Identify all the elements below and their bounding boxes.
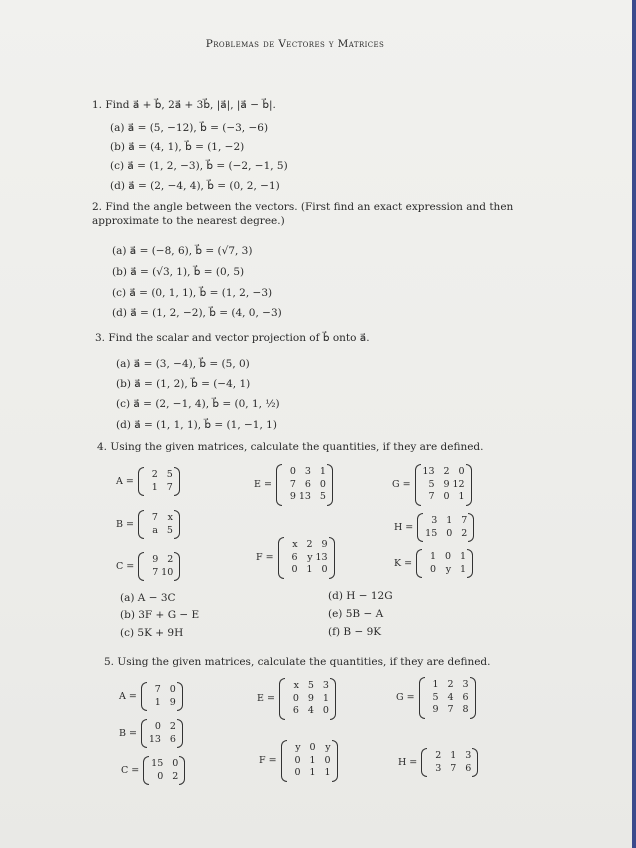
matrix-cell: 7 <box>450 762 457 774</box>
matrix-cell: 0 <box>289 466 296 477</box>
matrix-cell: 0 <box>430 563 437 575</box>
matrix-cell: 4 <box>307 705 314 716</box>
matrix-cell: 9 <box>307 692 314 704</box>
matrix-cell: 3 <box>462 679 469 690</box>
matrix-row <box>144 567 174 580</box>
matrix-name: E = <box>257 693 275 705</box>
matrix-cell: 2 <box>447 679 454 690</box>
page-edge-strip <box>632 0 636 848</box>
matrix-cell: y <box>325 742 331 753</box>
matrix-cell: 0 <box>169 684 176 695</box>
matrix-cell: 9 <box>321 539 328 550</box>
problem-2-prompt <box>92 200 532 228</box>
matrix-cell: 10 <box>161 566 174 578</box>
matrix-body <box>138 552 180 581</box>
matrix-cell: 1 <box>324 767 331 778</box>
matrix-cell: 9 <box>443 478 450 490</box>
matrix-row <box>282 479 327 492</box>
matrix-row <box>144 482 174 495</box>
matrix-cell: 5 <box>428 478 435 490</box>
matrix-cell: 5 <box>166 524 173 536</box>
matrix-cell: 9 <box>432 704 439 715</box>
matrix-4-A <box>116 467 180 496</box>
matrix-cell: 9 <box>169 696 176 708</box>
problem-4-quantity-c: (c) 5K + 9H <box>120 627 184 639</box>
matrix-cell: 9 <box>289 491 296 502</box>
matrix-cell: y <box>445 563 452 575</box>
matrix-cell: 0 <box>322 705 329 716</box>
matrix-cell: 5 <box>432 691 439 703</box>
problem-number: 1. <box>92 99 103 111</box>
matrix-cell: 1 <box>309 767 316 778</box>
problem-4-quantity-f: (f) B − 9K <box>328 626 382 638</box>
problem-4-quantity-d: (d) H − 12G <box>328 590 393 602</box>
matrix-row <box>147 734 177 747</box>
problem-text: Find the angle between the vectors. (First find an exact expression and then approximate to the nearest degree.) <box>92 201 514 227</box>
matrix-cell: 2 <box>435 750 442 761</box>
problem-2-item-d: (d) a⃗ = (1, 2, −2), b⃗ = (4, 0, −3) <box>112 307 282 319</box>
matrix-row <box>149 771 179 784</box>
matrix-cell: x <box>167 512 173 523</box>
matrix-5-B <box>119 719 183 748</box>
problem-2-item-a: (a) a⃗ = (−8, 6), b⃗ = (√7, 3) <box>112 245 253 257</box>
matrix-cell: 1 <box>154 696 161 708</box>
problem-4-quantity-e: (e) 5B − A <box>328 608 384 620</box>
matrix-body <box>421 748 478 777</box>
matrix-cell: 2 <box>172 770 179 782</box>
matrix-cell: 0 <box>291 564 298 575</box>
matrix-row <box>144 469 174 482</box>
matrix-name: F = <box>256 552 274 564</box>
matrix-cell: 1 <box>458 491 465 502</box>
matrix-row <box>147 684 177 697</box>
matrix-cell: x <box>292 539 298 550</box>
matrix-name: F = <box>259 755 277 767</box>
matrix-cell: 6 <box>462 691 469 703</box>
matrix-cell: 2 <box>306 539 313 550</box>
matrix-cell: 5 <box>319 491 326 502</box>
matrix-name: A = <box>119 691 137 702</box>
matrix-cell: 0 <box>309 742 316 753</box>
matrix-cell: 9 <box>152 554 159 565</box>
matrix-cell: y <box>295 742 301 753</box>
matrix-name: G = <box>396 692 415 704</box>
matrix-cell: x <box>293 680 299 691</box>
matrix-name: K = <box>394 558 413 569</box>
problem-2-item-b: (b) a⃗ = (√3, 1), b⃗ = (0, 5) <box>112 266 245 278</box>
matrix-row <box>421 491 466 504</box>
matrix-cell: 0 <box>321 564 328 575</box>
matrix-cell: 3 <box>435 762 442 774</box>
matrix-cell: 1 <box>309 754 316 766</box>
matrix-name: A = <box>116 476 134 487</box>
matrix-row <box>425 704 470 717</box>
matrix-cell: 4 <box>447 691 454 703</box>
matrix-cell: 3 <box>304 466 311 477</box>
problem-4-prompt <box>97 441 483 453</box>
matrix-row <box>285 693 330 706</box>
matrix-cell: 0 <box>443 491 450 502</box>
matrix-body <box>279 678 336 720</box>
matrix-row <box>285 680 330 693</box>
matrix-body <box>138 510 180 539</box>
matrix-cell: 3 <box>465 750 472 761</box>
matrix-cell: 15 <box>425 527 438 539</box>
problem-text: Using the given matrices, calculate the quantities, if they are defined. <box>117 656 491 668</box>
matrix-5-G <box>396 677 476 719</box>
matrix-cell: 13 <box>422 466 435 477</box>
matrix-row <box>282 491 327 504</box>
problem-4-quantity-a: (a) A − 3C <box>120 592 176 604</box>
matrix-row <box>422 551 467 564</box>
problem-3-item-c: (c) a⃗ = (2, −1, 4), b⃗ = (0, 1, ½) <box>116 398 280 410</box>
problem-1-item-c: (c) a⃗ = (1, 2, −3), b⃗ = (−2, −1, 5) <box>110 160 288 172</box>
matrix-row <box>427 763 472 776</box>
matrix-row <box>284 539 329 552</box>
problem-number: 3. <box>95 332 106 344</box>
matrix-cell: 13 <box>298 491 311 502</box>
matrix-cell: 7 <box>461 515 468 526</box>
matrix-4-C <box>116 552 180 581</box>
matrix-cell: 5 <box>166 469 173 480</box>
matrix-5-F <box>259 740 338 782</box>
problem-text: Find a⃗ + b⃗, 2a⃗ + 3b⃗, |a⃗|, |a⃗ − b⃗|. <box>105 99 276 111</box>
matrix-cell: 1 <box>430 551 437 562</box>
matrix-cell: 0 <box>324 754 331 766</box>
matrix-cell: 1 <box>460 551 467 562</box>
matrix-row <box>421 466 466 479</box>
matrix-cell: y <box>307 551 313 563</box>
matrix-cell: 0 <box>458 466 465 477</box>
matrix-cell: 0 <box>154 721 161 732</box>
matrix-cell: 1 <box>446 515 453 526</box>
problem-text: Using the given matrices, calculate the quantities, if they are defined. <box>110 441 484 453</box>
matrix-4-K <box>394 549 473 578</box>
problem-4-quantity-b: (b) 3F + G − E <box>120 609 200 621</box>
matrix-cell: 6 <box>304 478 311 490</box>
matrix-name: B = <box>119 728 137 739</box>
matrix-body <box>419 677 476 719</box>
matrix-row <box>287 755 332 768</box>
matrix-body <box>416 549 473 578</box>
matrix-cell: 0 <box>172 758 179 769</box>
matrix-cell: 8 <box>462 704 469 715</box>
matrix-4-H <box>394 513 474 542</box>
problem-1-item-d: (d) a⃗ = (2, −4, 4), b⃗ = (0, 2, −1) <box>110 180 280 192</box>
matrix-cell: 2 <box>443 466 450 477</box>
matrix-cell: 2 <box>151 469 158 480</box>
problem-3-item-a: (a) a⃗ = (3, −4), b⃗ = (5, 0) <box>116 358 250 370</box>
matrix-row <box>427 750 472 763</box>
matrix-cell: 7 <box>447 704 454 715</box>
matrix-cell: 1 <box>306 564 313 575</box>
matrix-row <box>144 525 174 538</box>
matrix-5-H <box>398 748 478 777</box>
matrix-body <box>281 740 338 782</box>
matrix-name: C = <box>121 765 140 776</box>
matrix-4-F <box>256 537 335 579</box>
matrix-name: H = <box>394 522 414 533</box>
matrix-cell: 0 <box>294 754 301 766</box>
matrix-cell: 3 <box>431 515 438 526</box>
matrix-cell: 1 <box>322 692 329 704</box>
matrix-row <box>144 554 174 567</box>
matrix-cell: a <box>152 524 158 536</box>
matrix-row <box>149 758 179 771</box>
problem-1-item-b: (b) a⃗ = (4, 1), b⃗ = (1, −2) <box>110 141 245 153</box>
matrix-cell: 0 <box>292 692 299 704</box>
problem-2-item-c: (c) a⃗ = (0, 1, 1), b⃗ = (1, 2, −3) <box>112 287 273 299</box>
page-title: Problemas de Vectores y Matrices <box>205 38 385 50</box>
matrix-row <box>144 512 174 525</box>
matrix-row <box>423 515 468 528</box>
matrix-name: E = <box>254 479 272 491</box>
matrix-row <box>422 564 467 577</box>
matrix-row <box>287 742 332 755</box>
matrix-4-G <box>392 464 472 506</box>
matrix-cell: 2 <box>167 554 174 565</box>
matrix-row <box>284 552 329 565</box>
matrix-cell: 0 <box>446 527 453 539</box>
matrix-cell: 6 <box>292 705 299 716</box>
problem-number: 5. <box>104 656 115 668</box>
matrix-row <box>425 679 470 692</box>
matrix-row <box>287 767 332 780</box>
matrix-cell: 7 <box>428 491 435 502</box>
matrix-cell: 13 <box>148 733 161 745</box>
problem-number: 4. <box>97 441 108 453</box>
matrix-row <box>423 528 468 541</box>
matrix-cell: 2 <box>461 527 468 539</box>
matrix-name: C = <box>116 561 135 572</box>
problem-3-item-b: (b) a⃗ = (1, 2), b⃗ = (−4, 1) <box>116 378 251 390</box>
matrix-body <box>278 537 335 579</box>
matrix-row <box>147 697 177 710</box>
matrix-cell: 12 <box>452 478 465 490</box>
matrix-cell: 1 <box>151 481 158 493</box>
matrix-cell: 0 <box>445 551 452 562</box>
matrix-name: G = <box>392 479 411 491</box>
matrix-name: B = <box>116 519 134 530</box>
matrix-body <box>141 682 183 711</box>
matrix-cell: 7 <box>152 566 159 578</box>
problem-number: 2. <box>92 201 103 213</box>
problem-3-prompt <box>95 332 370 344</box>
problem-text: Find the scalar and vector projection of b⃗ onto a⃗. <box>108 332 370 344</box>
matrix-cell: 7 <box>151 512 158 523</box>
problem-3-item-d: (d) a⃗ = (1, 1, 1), b⃗ = (1, −1, 1) <box>116 419 277 431</box>
matrix-cell: 1 <box>319 466 326 477</box>
matrix-body <box>415 464 472 506</box>
matrix-cell: 2 <box>169 721 176 732</box>
matrix-5-C <box>121 756 185 785</box>
matrix-row <box>284 564 329 577</box>
problem-1-prompt <box>92 99 276 111</box>
matrix-cell: 6 <box>465 762 472 774</box>
matrix-cell: 1 <box>450 750 457 761</box>
matrix-row <box>282 466 327 479</box>
problem-5-prompt <box>104 656 490 668</box>
matrix-cell: 3 <box>322 680 329 691</box>
matrix-cell: 1 <box>460 563 467 575</box>
matrix-cell: 6 <box>169 733 176 745</box>
matrix-cell: 7 <box>289 478 296 490</box>
matrix-cell: 7 <box>154 684 161 695</box>
matrix-4-E <box>254 464 333 506</box>
matrix-body <box>276 464 333 506</box>
matrix-body <box>138 467 180 496</box>
matrix-cell: 0 <box>157 770 164 782</box>
matrix-4-B <box>116 510 180 539</box>
matrix-5-E <box>257 678 336 720</box>
matrix-cell: 0 <box>319 478 326 490</box>
matrix-cell: 6 <box>291 551 298 563</box>
matrix-body <box>417 513 474 542</box>
matrix-cell: 15 <box>151 758 164 769</box>
matrix-body <box>143 756 185 785</box>
matrix-row <box>147 721 177 734</box>
matrix-cell: 13 <box>315 551 328 563</box>
matrix-cell: 0 <box>294 767 301 778</box>
matrix-cell: 1 <box>432 679 439 690</box>
matrix-row <box>421 479 466 492</box>
matrix-cell: 5 <box>307 680 314 691</box>
matrix-5-A <box>119 682 183 711</box>
matrix-row <box>285 705 330 718</box>
matrix-name: H = <box>398 757 418 768</box>
problem-1-item-a: (a) a⃗ = (5, −12), b⃗ = (−3, −6) <box>110 122 269 134</box>
matrix-body <box>141 719 183 748</box>
matrix-row <box>425 692 470 705</box>
matrix-cell: 7 <box>166 481 173 493</box>
